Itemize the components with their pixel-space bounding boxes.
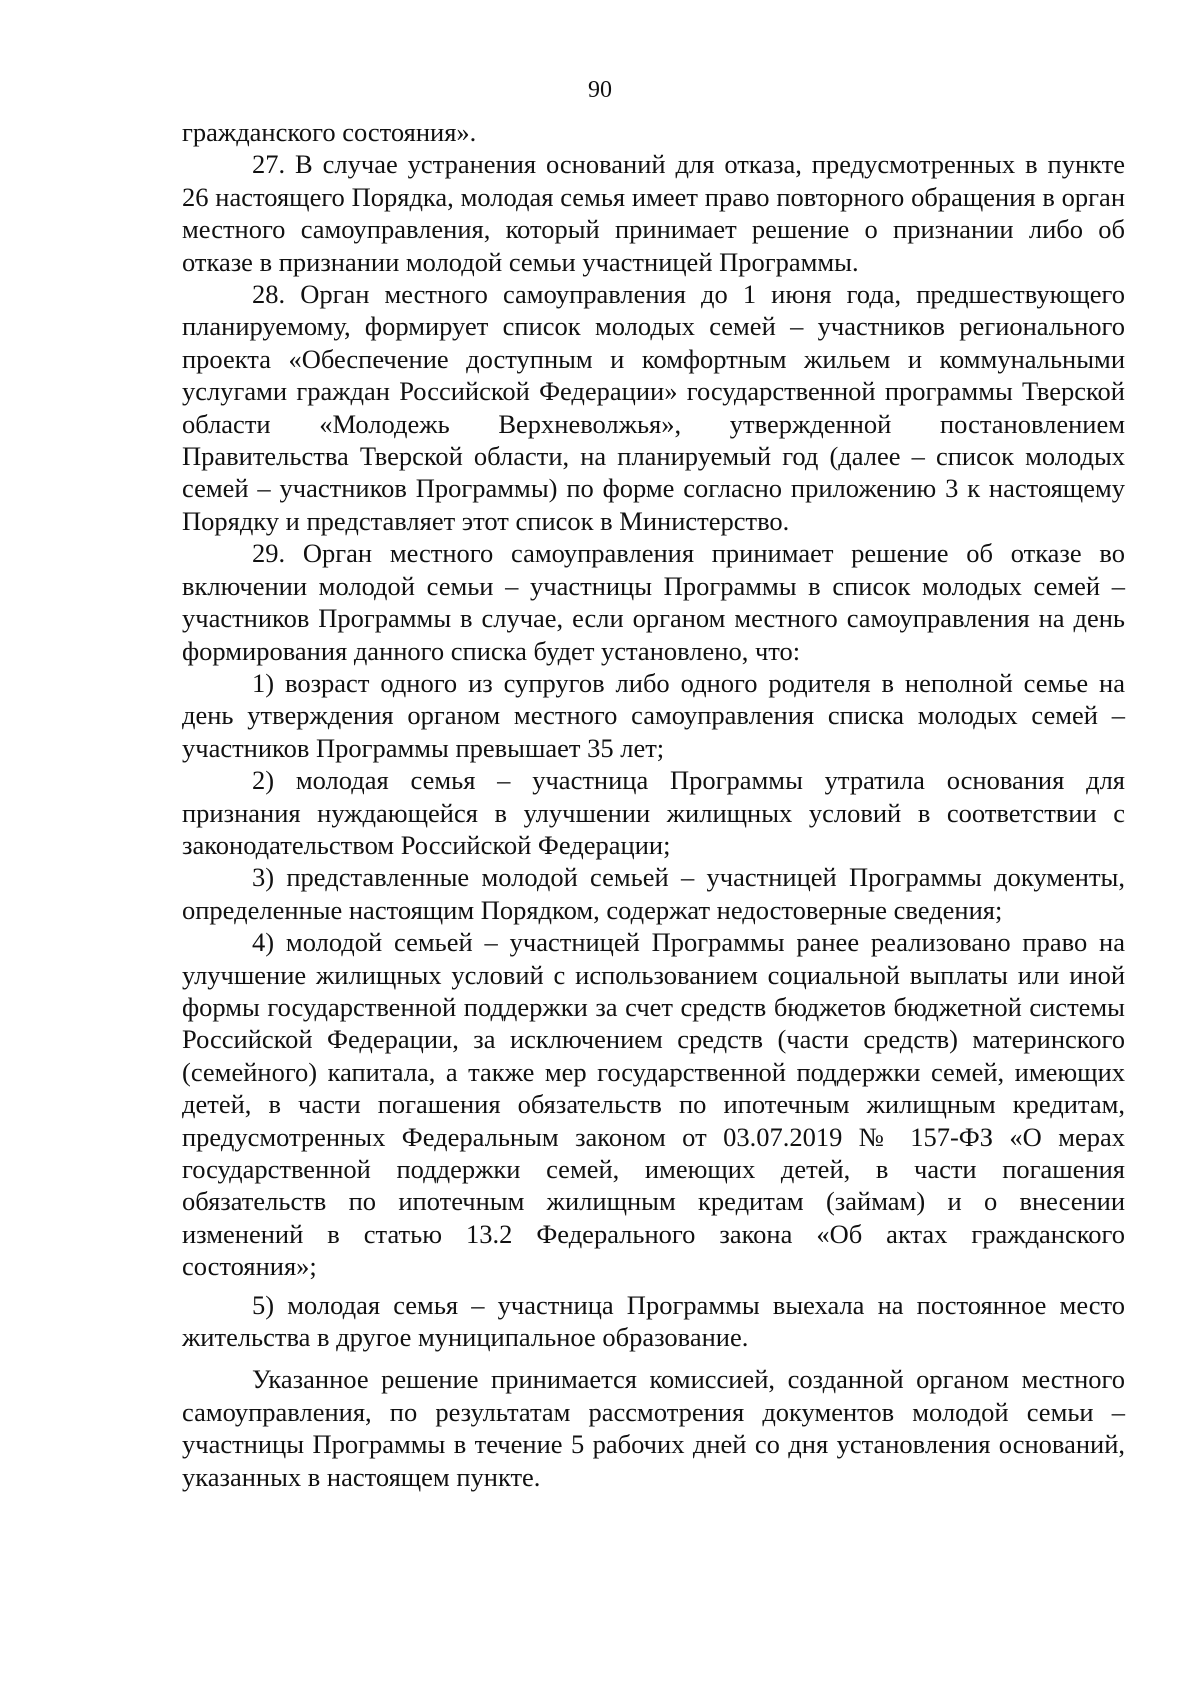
list-item-5: 5) молодая семья – участница Программы выехала на постоянное место жительства в другое муниципальное образование. (182, 1289, 1125, 1353)
paragraph-28: 28. Орган местного самоуправления до 1 июня года, предшествующего планируемому, формирует список молодых семей – участников регионального проекта «Обеспечение доступным и комфортным жильем и коммунальными услугами граждан Российской Федерации» государственной программы Тверской области «Молодежь Верхневолжья», утвержденной постановлением Правительства Тверской области, на планируемый год (далее – список молодых семей – участников Программы) по форме согласно приложению 3 к настоящему Порядку и представляет этот список в Министерство. (182, 279, 1125, 536)
document-body (182, 116, 1125, 1493)
paragraph-continuation: гражданского состояния». (182, 117, 477, 147)
paragraph-29: 29. Орган местного самоуправления принимает решение об отказе во включении молодой семьи – участницы Программы в список молодых семей – участников Программы в случае, если органом местного самоуправления на день формирования данного списка будет установлено, что: (182, 538, 1125, 666)
list-item-4: 4) молодой семьей – участницей Программы ранее реализовано право на улучшение жилищных условий с использованием социальной выплаты или иной формы государственной поддержки за счет средств бюджетов бюджетной системы Российской Федерации, за исключением средств (части средств) материнского (семейного) капитала, а также мер государственной поддержки семей, имеющих детей, в части погашения обязательств по ипотечным жилищным кредитам, предусмотренных Федеральным законом от 03.07.2019 № 157-ФЗ «О мерах государственной поддержки семей, имеющих детей, в части погашения обязательств по ипотечным жилищным кредитам (займам) и о внесении изменений в статью 13.2 Федерального закона «Об актах гражданского состояния»; (182, 927, 1125, 1282)
list-item-1: 1) возраст одного из супругов либо одного родителя в неполной семье на день утверждения органом местного самоуправления списка молодых семей – участников Программы превышает 35 лет; (182, 667, 1125, 763)
list-item-3: 3) представленные молодой семьей – участницей Программы документы, определенные настоящим Порядком, содержат недостоверные сведения; (182, 862, 1125, 925)
paragraph-decision: Указанное решение принимается комиссией, созданной органом местного самоуправления, по результатам рассмотрения документов молодой семьи – участницы Программы в течение 5 рабочих дней со дня установления оснований, указанных в настоящем пункте. (182, 1364, 1125, 1492)
paragraph-27: 27. В случае устранения оснований для отказа, предусмотренных в пункте 26 настоящего Порядка, молодая семья имеет право повторного обращения в орган местного самоуправления, который принимает решение о признании либо об отказе в признании молодой семьи участницей Программы. (182, 149, 1125, 277)
list-item-2: 2) молодая семья – участница Программы утратила основания для признания нуждающейся в улучшении жилищных условий в соответствии с законодательством Российской Федерации; (182, 765, 1125, 860)
page-number: 90 (588, 77, 612, 103)
